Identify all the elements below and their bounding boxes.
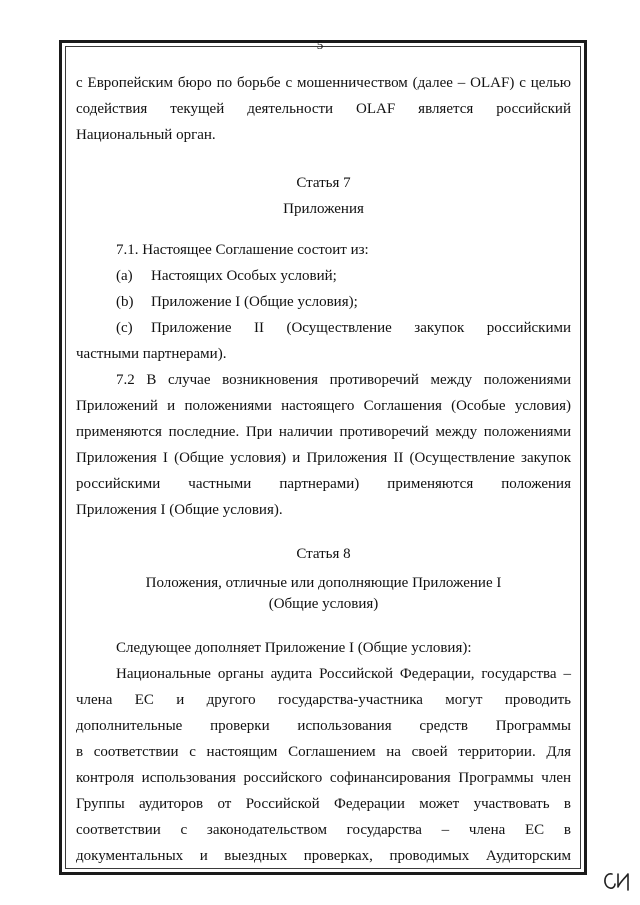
article-8-intro: Следующее дополняет Приложение I (Общие условия):	[116, 640, 472, 656]
text-line: в соответствии с настоящим Соглашением на своей территории. Для	[76, 744, 571, 760]
list-item-label: (b)	[116, 294, 134, 310]
clause-7-1: 7.1. Настоящее Соглашение состоит из:	[116, 242, 369, 258]
text-line: применяются последние. При наличии противоречий между положениями	[76, 424, 571, 440]
list-item-text: Приложение II (Осуществление закупок российскими	[151, 320, 571, 336]
list-item-label: (c)	[116, 320, 133, 336]
text-line: Национальный орган.	[76, 127, 216, 143]
list-item-label: (a)	[116, 268, 133, 284]
article-8-title: (Общие условия)	[268, 596, 379, 612]
text-line: члена ЕС и другого государства-участника могут проводить	[76, 692, 571, 708]
text-line: Группы аудиторов от Российской Федерации может участвовать в	[76, 796, 571, 812]
article-8-title: Положения, отличные или дополняющие Приложение I	[145, 575, 502, 591]
text-line: соответствии с законодательством государства – члена ЕС в	[76, 822, 571, 838]
text-line: частными партнерами).	[76, 346, 227, 362]
list-item	[76, 315, 571, 341]
list-item	[76, 289, 571, 315]
handwritten-initials-mark	[600, 868, 634, 894]
article-7-title: Приложения	[283, 201, 364, 217]
list-item	[76, 263, 571, 289]
page-number: 5	[316, 37, 324, 52]
list-item-text: Приложение I (Общие условия);	[151, 294, 358, 310]
text-line: документальных и выездных проверках, проводимых Аудиторским	[76, 848, 571, 864]
text-line: контроля использования российского софинансирования Программы член	[76, 770, 571, 786]
text-line: Приложения I (Общие условия).	[76, 502, 283, 518]
list-item-text: Настоящих Особых условий;	[151, 268, 337, 284]
document-body	[76, 70, 571, 869]
article-8-number: Статья 8	[296, 546, 351, 562]
text-line: российскими частными партнерами) применяются положения	[76, 476, 571, 492]
text-line: Национальные органы аудита Российской Федерации, государства –	[116, 666, 571, 682]
text-line: Приложений и положениями настоящего Соглашения (Особые условия)	[76, 398, 571, 414]
text-line: Приложения I (Общие условия) и Приложения II (Осуществление закупок	[76, 450, 571, 466]
clause-7-2: 7.2 В случае возникновения противоречий между положениями	[116, 372, 571, 388]
text-line: с Европейским бюро по борьбе с мошенничеством (далее – OLAF) с целью	[76, 75, 571, 91]
article-7-number: Статья 7	[296, 175, 351, 191]
text-line: содействия текущей деятельности OLAF является российский	[76, 101, 571, 117]
text-line: дополнительные проверки использования средств Программы	[76, 718, 571, 734]
